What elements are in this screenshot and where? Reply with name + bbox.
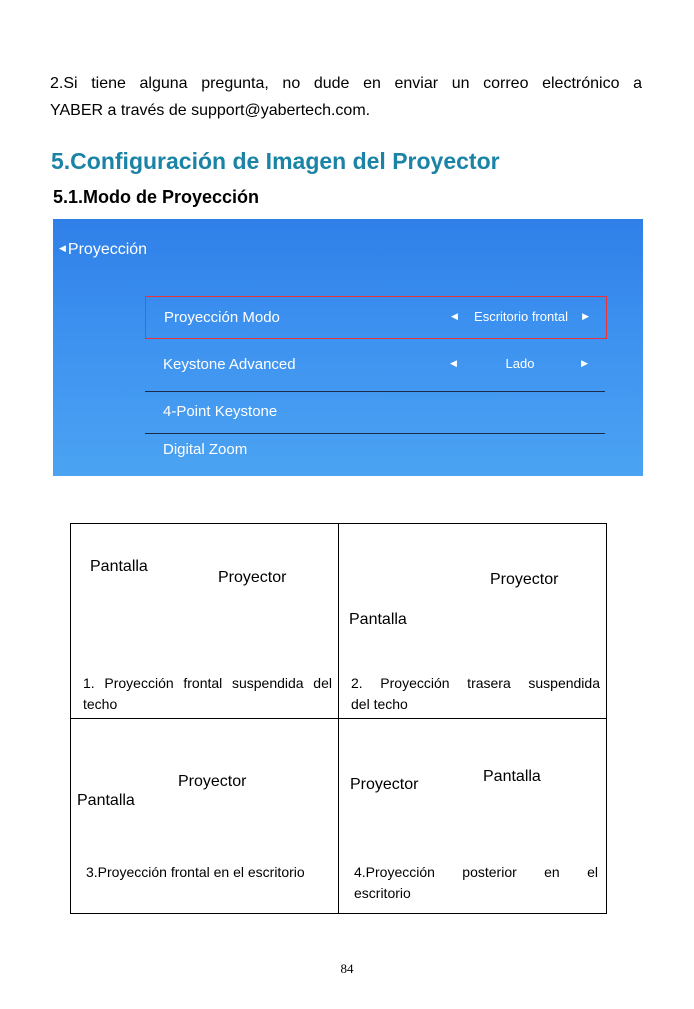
menu-item-value-text: Escritorio frontal <box>474 309 568 324</box>
mode-caption: 2. Proyección trasera suspendida del techo <box>351 675 600 712</box>
menu-item-label: Keystone Advanced <box>163 356 296 373</box>
intro-paragraph <box>50 70 642 124</box>
mode-cell-3 <box>71 719 339 914</box>
projector-label: Proyector <box>218 569 287 586</box>
mode-caption: 4.Proyección posterior en el escritorio <box>354 864 598 901</box>
subsection-title: 5.1.Modo de Proyección <box>53 187 260 207</box>
projector-label: Proyector <box>178 773 247 790</box>
mode-cell-1 <box>71 524 339 719</box>
page-number: 84 <box>340 961 354 976</box>
menu-item-keystone-advanced[interactable] <box>145 344 607 386</box>
mode-cell-4 <box>339 719 607 914</box>
mode-caption: 1. Proyección frontal suspendida del techo <box>83 675 332 712</box>
right-arrow-icon[interactable]: ▶ <box>582 311 589 321</box>
intro-line-2: YABER a través de support@yabertech.com. <box>50 102 371 119</box>
screen-label: Pantalla <box>349 611 407 628</box>
projection-modes-table <box>70 523 607 914</box>
mode-cell-2 <box>339 524 607 719</box>
menu-item-label: Proyección Modo <box>164 309 280 326</box>
right-arrow-icon[interactable]: ▶ <box>581 358 588 368</box>
section-title: 5.Configuración de Imagen del Proyector <box>51 148 500 174</box>
menu-item-label: 4-Point Keystone <box>163 403 278 420</box>
projector-label: Proyector <box>350 776 419 793</box>
menu-back-item[interactable] <box>59 241 147 259</box>
screen-label: Pantalla <box>483 768 541 785</box>
menu-item-projection-mode[interactable] <box>145 296 607 339</box>
intro-line-1: 2.Si tiene alguna pregunta, no dude en enviar un correo electrónico a <box>50 75 642 92</box>
left-arrow-icon[interactable]: ◀ <box>450 358 457 368</box>
menu-item-digital-zoom[interactable] <box>145 429 607 471</box>
menu-item-label: Digital Zoom <box>163 441 248 458</box>
projection-menu-screenshot <box>53 219 643 476</box>
menu-item-4-point-keystone[interactable] <box>145 391 607 433</box>
menu-item-value-text: Lado <box>505 356 535 371</box>
menu-back-label: Proyección <box>67 241 148 258</box>
back-arrow-icon: ◀ <box>59 243 66 253</box>
mode-caption: 3.Proyección frontal en el escritorio <box>86 864 305 880</box>
projector-label: Proyector <box>490 571 559 588</box>
screen-label: Pantalla <box>90 558 148 575</box>
left-arrow-icon[interactable]: ◀ <box>451 311 458 321</box>
screen-label: Pantalla <box>77 792 135 809</box>
